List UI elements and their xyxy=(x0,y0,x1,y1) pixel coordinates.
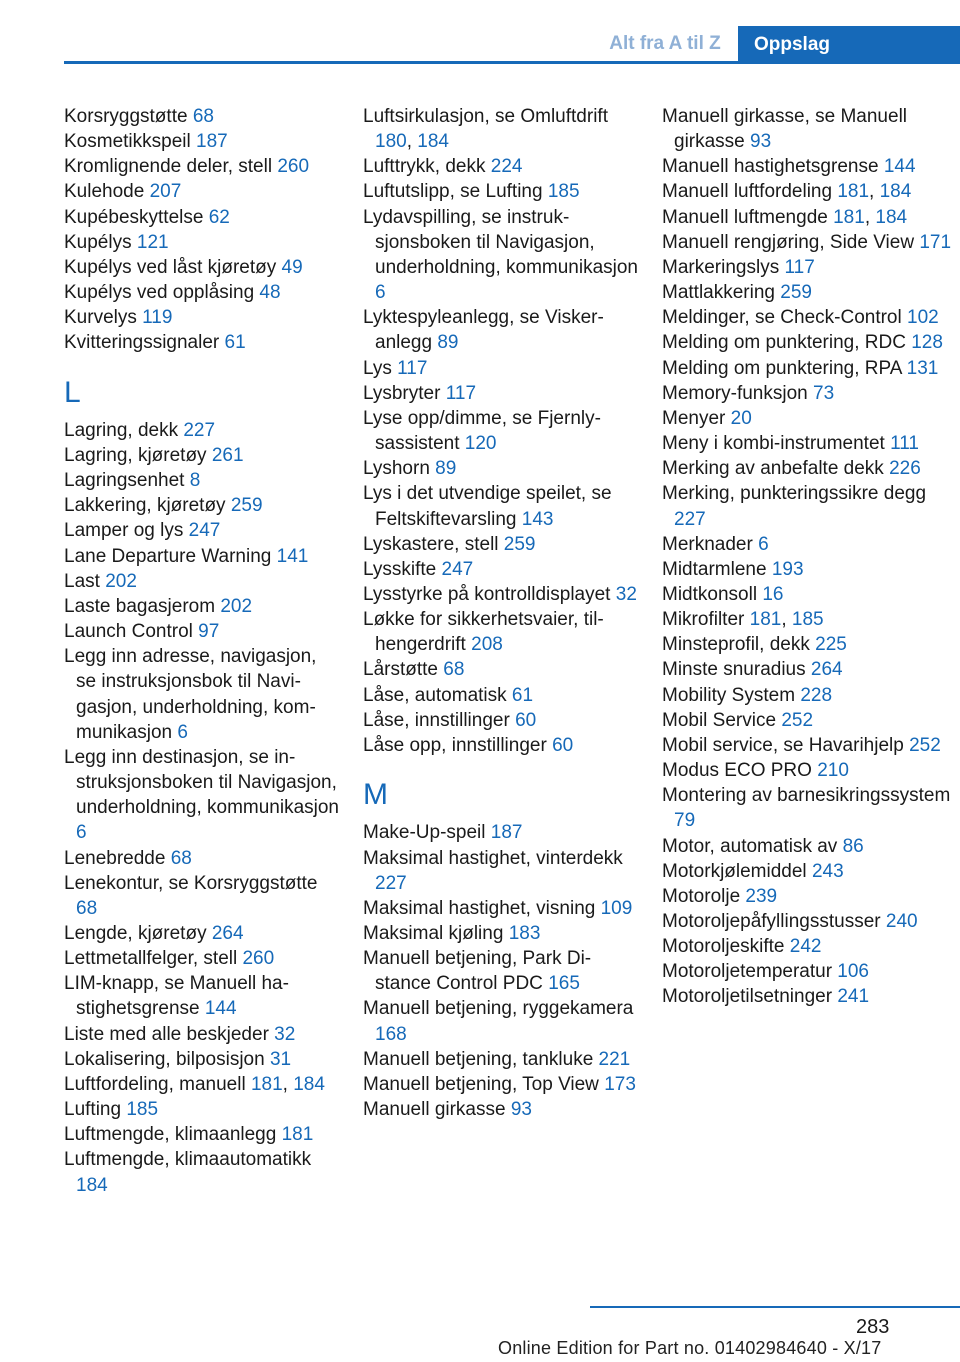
index-term: Lengde, kjøretøy xyxy=(64,922,212,944)
index-term: Meldinger, se Check-Control xyxy=(662,307,907,329)
index-entry xyxy=(64,594,340,619)
index-term: Lakkering, kjøretøy xyxy=(64,495,231,517)
page-link[interactable]: 48 xyxy=(259,282,281,304)
index-entry xyxy=(64,1072,340,1097)
index-entry xyxy=(662,381,952,406)
page-link[interactable]: 210 xyxy=(817,760,849,782)
index-entry xyxy=(64,255,340,280)
index-entry xyxy=(662,255,952,280)
page-link[interactable]: 6 xyxy=(375,282,386,304)
page-link[interactable]: 32 xyxy=(274,1023,296,1045)
page-link[interactable]: 6 xyxy=(758,533,769,555)
index-term: Manuell rengjøring, Side View xyxy=(662,231,920,253)
page-link[interactable]: 119 xyxy=(142,307,173,329)
index-term: Liste med alle beskjeder xyxy=(64,1023,275,1045)
page-link[interactable]: 264 xyxy=(211,922,244,944)
page-link[interactable]: 16 xyxy=(762,583,784,605)
index-term: Lyse opp/dimme, se Fjernlysassistent xyxy=(363,407,601,455)
index-entry xyxy=(64,1047,340,1072)
page-link[interactable]: 260 xyxy=(242,948,275,970)
page-link[interactable]: 208 xyxy=(471,634,503,656)
index-term: Kulehode xyxy=(64,181,150,203)
index-entry xyxy=(662,406,952,431)
page-link[interactable]: 31 xyxy=(269,1048,292,1070)
index-term: Mobil Service xyxy=(662,709,782,731)
index-term: Kupélys xyxy=(64,231,137,253)
page-link[interactable]: 227 xyxy=(375,872,407,894)
index-term: Manuell luftmengde xyxy=(662,206,834,228)
index-term: Meny i kombi-instrumentet xyxy=(662,433,891,455)
index-letter-heading: L xyxy=(64,375,81,409)
index-entry xyxy=(363,683,639,708)
index-term: Låse, automatisk xyxy=(363,684,512,706)
index-entry xyxy=(363,104,639,154)
page-link[interactable]: 121 xyxy=(136,231,169,253)
page-link[interactable]: 117 xyxy=(784,256,815,278)
index-term: Lyshorn xyxy=(363,458,436,480)
page-link[interactable]: 181 xyxy=(837,181,870,203)
active-section-tab[interactable]: Oppslag xyxy=(738,26,960,64)
page-link[interactable]: 180 xyxy=(375,131,407,153)
page-link[interactable]: 247 xyxy=(188,520,221,542)
index-term: Korsryggstøtte xyxy=(64,106,193,127)
index-entry xyxy=(64,330,340,355)
index-entry xyxy=(662,909,952,934)
page-link[interactable]: 61 xyxy=(224,332,246,354)
page-separator: , xyxy=(282,1073,294,1095)
page-link[interactable]: 89 xyxy=(437,332,459,354)
index-term: Launch Control xyxy=(64,621,199,643)
index-term: Lysstyrke på kontrolldisplayet xyxy=(363,583,616,605)
page-link[interactable]: 61 xyxy=(511,684,534,706)
index-term: Memory-funksjon xyxy=(662,382,813,404)
index-entry xyxy=(64,846,340,871)
index-entry xyxy=(64,443,340,468)
page-link[interactable]: 228 xyxy=(800,684,833,706)
page-link[interactable]: 79 xyxy=(674,810,696,832)
index-entry xyxy=(662,934,952,959)
index-entry xyxy=(363,305,639,355)
edition-footer: Online Edition for Part no. 01402984640 - X/17 xyxy=(498,1338,882,1358)
index-term: Montering av barnesikringssystem xyxy=(662,785,951,807)
index-term: Kupélys ved opplåsing xyxy=(64,282,260,304)
index-entry xyxy=(662,607,952,632)
index-column-3 xyxy=(662,104,952,1010)
index-term: Legg inn adresse, navigasjon, se instruksjonsbok til Navigasjon, underholdning, kommunikasjon xyxy=(64,646,317,743)
index-entry xyxy=(64,230,340,255)
index-entry xyxy=(363,820,639,845)
page-link[interactable]: 202 xyxy=(105,570,137,592)
index-term: Lufttrykk, dekk xyxy=(363,156,491,178)
page-link[interactable]: 131 xyxy=(906,357,939,379)
index-entry xyxy=(363,481,639,531)
index-term: Lys xyxy=(363,357,398,379)
index-term: Lenekontur, se Korsryggstøtte xyxy=(64,872,318,894)
page-link[interactable]: 184 xyxy=(293,1073,325,1095)
index-entry xyxy=(363,381,639,406)
page-link[interactable]: 184 xyxy=(76,1174,108,1196)
index-term: Lydavspilling, se instruksjonsboken til Navigasjon, underholdning, kommunikasjon xyxy=(363,206,638,278)
index-column-1 xyxy=(64,104,340,1198)
page-separator: , xyxy=(406,131,418,153)
index-entry xyxy=(64,745,340,846)
page-link[interactable]: 89 xyxy=(435,458,457,480)
page-link[interactable]: 241 xyxy=(837,986,870,1008)
index-entry xyxy=(662,582,952,607)
page-link[interactable]: 184 xyxy=(875,206,908,228)
index-term: Luftfordeling, manuell xyxy=(64,1073,251,1095)
page-link[interactable]: 111 xyxy=(890,433,919,455)
page-link[interactable]: 120 xyxy=(464,433,497,455)
index-term: Manuell girkasse xyxy=(363,1099,511,1121)
page-link[interactable]: 187 xyxy=(490,822,523,844)
index-entry xyxy=(64,1022,340,1047)
page-link[interactable]: 252 xyxy=(781,709,814,731)
index-term: Manuell hastighetsgrense xyxy=(662,156,884,178)
index-entry xyxy=(64,619,340,644)
index-term: Kvitteringssignaler xyxy=(64,332,225,354)
page-link[interactable]: 117 xyxy=(445,382,477,404)
index-entry xyxy=(662,683,952,708)
index-term: Luftmengde, klimaanlegg xyxy=(64,1124,282,1146)
page-link[interactable]: 168 xyxy=(375,1023,407,1045)
index-term: Kupélys ved låst kjøretøy xyxy=(64,256,282,278)
index-entry xyxy=(64,468,340,493)
index-entry xyxy=(64,1122,340,1147)
index-entry xyxy=(64,154,340,179)
page-link[interactable]: 68 xyxy=(192,106,214,127)
index-term: Motoroljetemperatur xyxy=(662,961,838,983)
index-term: Manuell betjening, Park Distance Control PDC xyxy=(363,948,592,995)
index-entry xyxy=(363,582,639,607)
index-entry xyxy=(363,996,639,1046)
index-term: Lane Departure Warning xyxy=(64,545,277,567)
index-entry xyxy=(64,1147,340,1197)
index-term: Manuell betjening, Top View xyxy=(363,1073,605,1095)
page-link[interactable]: 193 xyxy=(771,558,804,580)
page-link[interactable]: 207 xyxy=(149,181,182,203)
index-entry xyxy=(363,1097,639,1122)
page-link[interactable]: 224 xyxy=(490,156,523,178)
index-entry xyxy=(662,708,952,733)
index-term: Lamper og lys xyxy=(64,520,189,542)
page-link[interactable]: 247 xyxy=(441,558,474,580)
index-term: Markeringslys xyxy=(662,256,785,278)
index-entry xyxy=(662,859,952,884)
index-term: Merknader xyxy=(662,533,759,555)
index-entry xyxy=(363,1047,639,1072)
index-entry xyxy=(363,1072,639,1097)
index-term: Kosmetikkspeil xyxy=(64,131,196,153)
index-entry xyxy=(64,493,340,518)
page-link[interactable]: 225 xyxy=(815,634,847,656)
page-link[interactable]: 243 xyxy=(811,860,844,882)
page-link[interactable]: 259 xyxy=(503,533,536,555)
index-term: Motoroljetilsetninger xyxy=(662,986,838,1008)
index-entry xyxy=(363,733,639,758)
page-link[interactable]: 226 xyxy=(889,458,921,480)
index-term: Maksimal hastighet, visning xyxy=(363,897,601,919)
index-entry xyxy=(662,557,952,582)
index-term: Lys i det utvendige speilet, se Feltskiftevarsling xyxy=(363,483,612,530)
index-term: Lagring, dekk xyxy=(64,419,184,441)
index-term: Lysskifte xyxy=(363,558,442,580)
page-link[interactable]: 239 xyxy=(745,885,778,907)
index-entry xyxy=(363,557,639,582)
index-term: Kromlignende deler, stell xyxy=(64,156,278,178)
index-term: Legg inn destinasjon, se instruksjonsboken til Navigasjon, underholdning, kommunikasjon xyxy=(64,746,339,819)
page-link[interactable]: 102 xyxy=(907,307,939,329)
index-entry xyxy=(64,179,340,204)
index-term: Lyktespyleanlegg, se Viskeranlegg xyxy=(363,307,604,354)
index-entry xyxy=(662,431,952,456)
index-entry xyxy=(64,1097,340,1122)
page-link[interactable]: 8 xyxy=(189,470,201,492)
index-term: Lagringsenhet xyxy=(64,470,190,492)
index-term: Melding om punktering, RDC xyxy=(662,332,912,354)
index-term: Mobil service, se Havarihjelp xyxy=(662,734,910,756)
page-link[interactable]: 93 xyxy=(510,1099,532,1121)
index-entry xyxy=(662,632,952,657)
page-number: 283 xyxy=(856,1316,890,1338)
page-link[interactable]: 171 xyxy=(919,231,952,253)
index-entry xyxy=(662,758,952,783)
index-entry xyxy=(662,783,952,833)
index-term: Mikrofilter xyxy=(662,609,750,631)
page-link[interactable]: 60 xyxy=(552,734,574,756)
index-entry xyxy=(64,644,340,745)
index-entry xyxy=(64,569,340,594)
index-term: Løkke for sikkerhetsvaier, tilhengerdrift xyxy=(363,609,604,656)
index-entry xyxy=(662,481,952,531)
index-entry xyxy=(64,205,340,230)
page-link[interactable]: 6 xyxy=(76,822,87,844)
page-link[interactable]: 181 xyxy=(250,1073,283,1095)
page-link[interactable]: 97 xyxy=(198,621,220,643)
page-link[interactable]: 227 xyxy=(674,508,706,530)
index-entry xyxy=(363,356,639,381)
index-term: Merking av anbefalte dekk xyxy=(662,458,890,480)
index-term: Luftmengde, klimaautomatikk xyxy=(64,1149,312,1171)
page-link[interactable]: 68 xyxy=(170,847,192,869)
page-link[interactable]: 181 xyxy=(281,1124,314,1146)
page-link[interactable]: 68 xyxy=(76,897,98,919)
index-entry xyxy=(662,532,952,557)
page-link[interactable]: 128 xyxy=(911,332,943,354)
page-link[interactable]: 73 xyxy=(813,382,835,404)
index-letter-heading: M xyxy=(363,778,388,812)
index-entry xyxy=(363,921,639,946)
page-link[interactable]: 49 xyxy=(281,256,303,278)
footer-rule xyxy=(590,1306,960,1308)
index-term: Maksimal kjøling xyxy=(363,922,509,944)
index-term: Laste bagasjerom xyxy=(64,595,221,617)
page-link[interactable]: 173 xyxy=(604,1073,636,1095)
page-link[interactable]: 252 xyxy=(909,734,941,756)
index-term: Kupébeskyttelse xyxy=(64,206,209,228)
page-link[interactable]: 221 xyxy=(598,1048,631,1070)
index-entry xyxy=(363,179,639,204)
index-term: Manuell girkasse, se Manuell girkasse xyxy=(662,106,908,153)
index-entry xyxy=(662,456,952,481)
index-entry xyxy=(363,406,639,456)
page-link[interactable]: 242 xyxy=(789,936,822,958)
index-term: Modus ECO PRO xyxy=(662,760,818,782)
index-term: Luftsirkulasjon, se Omluftdrift xyxy=(363,106,608,127)
page-separator: , xyxy=(864,206,876,228)
index-entry xyxy=(64,946,340,971)
page-link[interactable]: 185 xyxy=(547,181,580,203)
page-link[interactable]: 109 xyxy=(600,897,633,919)
index-entry xyxy=(363,846,639,896)
page-link[interactable]: 183 xyxy=(508,922,541,944)
page-link[interactable]: 6 xyxy=(177,721,188,743)
index-term: Manuell luftfordeling xyxy=(662,181,838,203)
index-entry xyxy=(662,657,952,682)
index-entry xyxy=(363,946,639,996)
index-entry xyxy=(64,104,340,129)
index-entry xyxy=(662,959,952,984)
index-term: Lagring, kjøretøy xyxy=(64,445,212,467)
index-term: Lårstøtte xyxy=(363,659,444,681)
page-link[interactable]: 185 xyxy=(791,609,824,631)
index-entry xyxy=(363,154,639,179)
index-term: Kurvelys xyxy=(64,307,143,329)
page-link[interactable]: 184 xyxy=(879,181,912,203)
index-term: Motoroljeskifte xyxy=(662,936,790,958)
index-entry xyxy=(662,280,952,305)
index-entry xyxy=(662,834,952,859)
index-term: LIM-knapp, se Manuell hastighetsgrense xyxy=(64,973,289,1020)
page-link[interactable]: 261 xyxy=(211,445,244,467)
index-entry xyxy=(64,921,340,946)
index-term: Mattlakkering xyxy=(662,282,781,304)
index-entry xyxy=(363,607,639,657)
index-term: Luftutslipp, se Lufting xyxy=(363,181,548,203)
page-link[interactable]: 117 xyxy=(397,357,428,379)
index-entry xyxy=(363,708,639,733)
page-link[interactable]: 106 xyxy=(837,961,869,983)
index-entry xyxy=(662,104,952,154)
page-link[interactable]: 144 xyxy=(883,156,916,178)
page-link[interactable]: 264 xyxy=(810,659,843,681)
index-term: Last xyxy=(64,570,106,592)
page-link[interactable]: 187 xyxy=(196,131,228,153)
index-term: Manuell betjening, tankluke xyxy=(363,1048,599,1070)
index-entry xyxy=(64,971,340,1021)
index-column-2 xyxy=(363,104,639,1122)
page-link[interactable]: 165 xyxy=(548,973,580,995)
index-term: Minste snuradius xyxy=(662,659,811,681)
index-term: Motor, automatisk av xyxy=(662,835,843,857)
index-term: Mobility System xyxy=(662,684,801,706)
index-entry xyxy=(64,544,340,569)
index-term: Låse, innstillinger xyxy=(363,709,516,731)
index-entry xyxy=(363,657,639,682)
index-entry xyxy=(363,896,639,921)
section-tab[interactable]: Alt fra A til Z xyxy=(609,32,721,54)
page-link[interactable]: 181 xyxy=(833,206,865,228)
page-link[interactable]: 86 xyxy=(842,835,864,857)
index-term: Lyskastere, stell xyxy=(363,533,504,555)
page-link[interactable]: 32 xyxy=(615,583,637,605)
page-link[interactable]: 202 xyxy=(220,595,253,617)
index-term: Lettmetallfelger, stell xyxy=(64,948,243,970)
page-separator: , xyxy=(781,609,792,631)
page-link[interactable]: 141 xyxy=(276,545,309,567)
index-term: Lufting xyxy=(64,1099,127,1121)
index-entry xyxy=(662,984,952,1009)
page-link[interactable]: 259 xyxy=(780,282,812,304)
index-entry xyxy=(662,356,952,381)
index-term: Make-Up-speil xyxy=(363,822,491,844)
index-term: Maksimal hastighet, vinterdekk xyxy=(363,847,623,869)
index-term: Midtarmlene xyxy=(662,558,772,580)
page-link[interactable]: 260 xyxy=(277,156,310,178)
index-term: Låse opp, innstillinger xyxy=(363,734,553,756)
index-term: Lysbryter xyxy=(363,382,446,404)
page-link[interactable]: 20 xyxy=(730,407,752,429)
index-term: Merking, punkteringssikre degg xyxy=(662,483,927,505)
page-link[interactable]: 185 xyxy=(126,1099,159,1121)
index-term: Melding om punktering, RPA xyxy=(662,357,907,379)
index-entry xyxy=(64,280,340,305)
index-term: Motorkjølemiddel xyxy=(662,860,812,882)
page-link[interactable]: 62 xyxy=(208,206,230,228)
index-entry xyxy=(363,532,639,557)
index-entry xyxy=(64,871,340,921)
page-link[interactable]: 240 xyxy=(885,911,918,932)
page-link[interactable]: 60 xyxy=(515,709,537,731)
index-entry xyxy=(64,305,340,330)
index-term: Lenebredde xyxy=(64,847,171,869)
index-entry xyxy=(662,305,952,330)
index-entry xyxy=(64,129,340,154)
index-term: Minsteprofil, dekk xyxy=(662,634,816,656)
index-entry xyxy=(64,518,340,543)
page-link[interactable]: 227 xyxy=(183,419,216,441)
index-entry xyxy=(662,884,952,909)
index-entry xyxy=(662,733,952,758)
page-link[interactable]: 68 xyxy=(443,659,465,681)
index-term: Manuell betjening, ryggekamera xyxy=(363,998,634,1020)
page-separator: , xyxy=(869,181,880,203)
index-term: Menyer xyxy=(662,407,731,429)
page-link[interactable]: 259 xyxy=(230,495,263,517)
index-entry xyxy=(64,418,340,443)
page-link[interactable]: 184 xyxy=(417,131,449,153)
page-link[interactable]: 144 xyxy=(204,998,237,1020)
index-entry xyxy=(662,205,952,230)
index-term: Motoroljepåfyllingsstusser xyxy=(662,911,886,932)
index-entry xyxy=(662,230,952,255)
page-link[interactable]: 181 xyxy=(749,609,782,631)
page-link[interactable]: 93 xyxy=(750,131,772,153)
index-entry xyxy=(363,456,639,481)
index-entry xyxy=(363,205,639,306)
index-term: Lokalisering, bilposisjon xyxy=(64,1048,270,1070)
index-entry xyxy=(662,330,952,355)
page-link[interactable]: 143 xyxy=(521,508,554,530)
index-term: Motorolje xyxy=(662,885,746,907)
index-term: Midtkonsoll xyxy=(662,583,763,605)
index-entry xyxy=(662,179,952,204)
index-entry xyxy=(662,154,952,179)
